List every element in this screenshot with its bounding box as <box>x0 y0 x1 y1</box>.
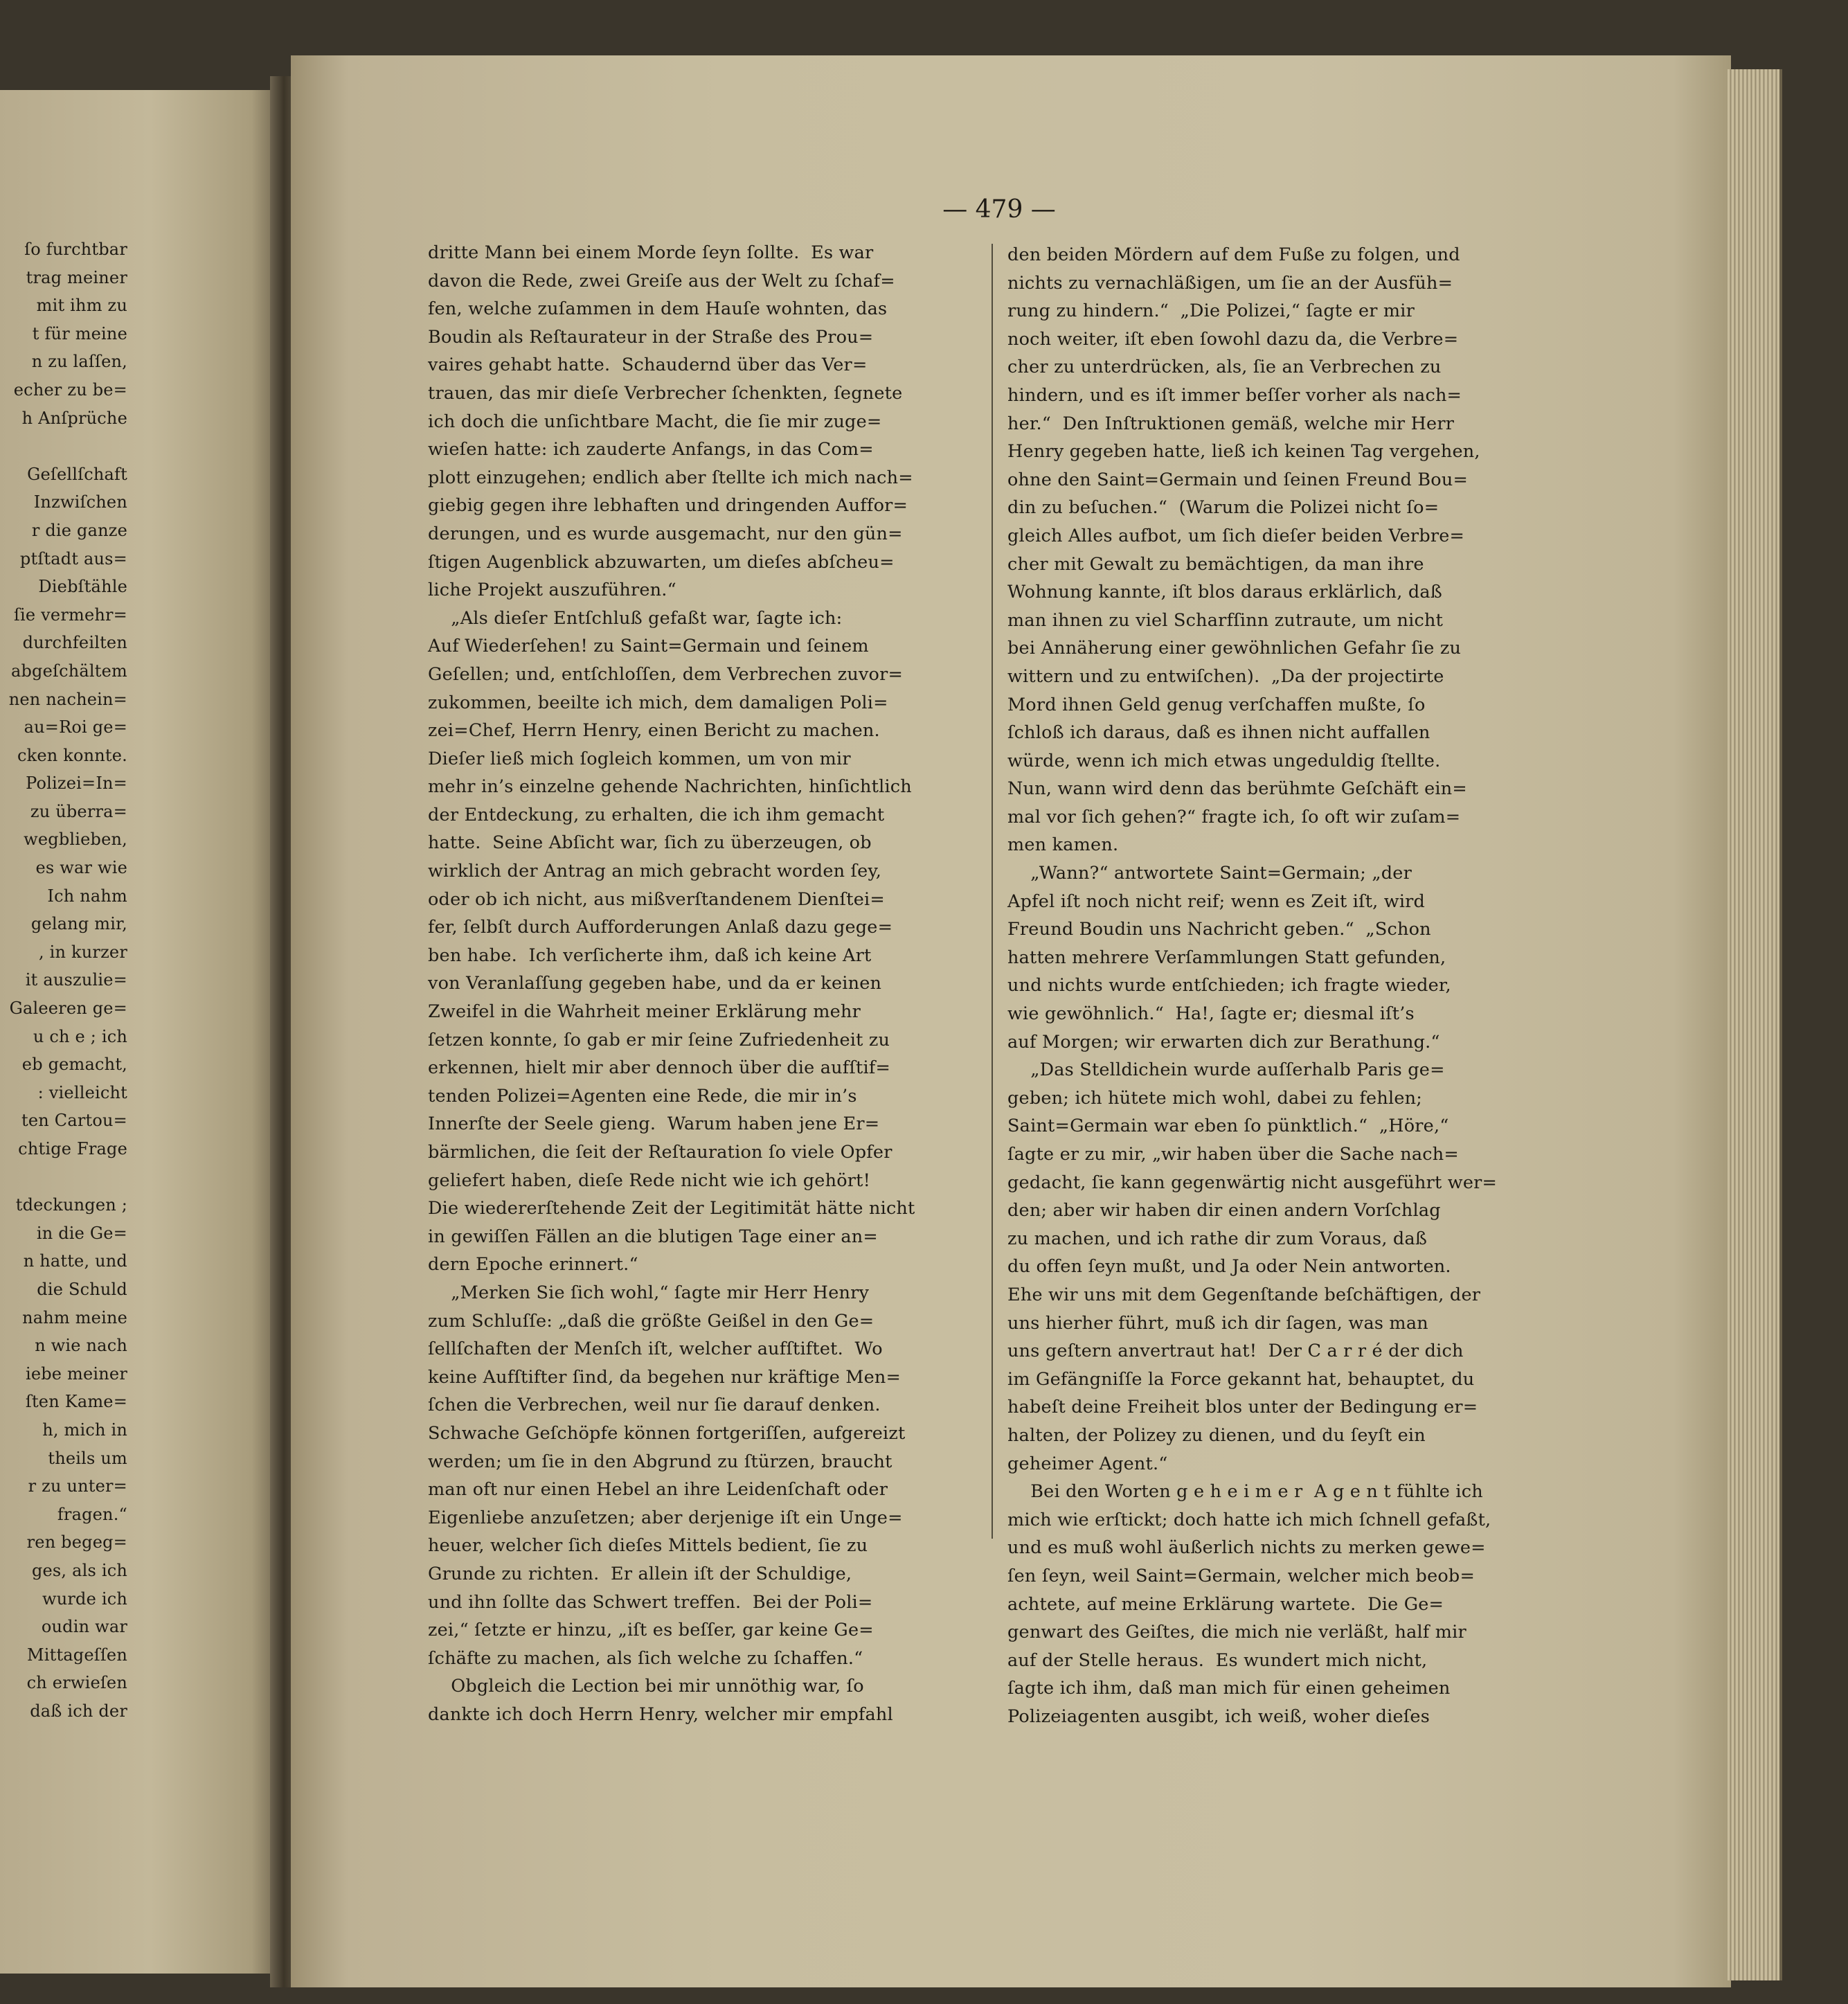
text-line: Mittageſſen <box>26 1645 127 1665</box>
text-line: her.“ Den Inſtruktionen gemäß, welche mir Herr <box>1007 413 1455 434</box>
column-divider <box>992 244 993 1539</box>
text-line: wieſen hatte: ich zauderte Anfangs, in das Com= <box>428 439 874 460</box>
text-line: tdeckungen ; <box>15 1195 127 1215</box>
text-line: Inzwiſchen <box>33 492 127 512</box>
text-line: Auf Wiederſehen! zu Saint=Germain und ſeinem <box>428 636 869 657</box>
text-line: Geſellen; und, entſchloſſen, dem Verbrechen zuvor= <box>428 663 904 685</box>
text-line: oudin war <box>41 1617 127 1637</box>
text-line: ſchen die Verbrechen, weil nur ſie darauf denken. <box>428 1395 881 1416</box>
text-line: abgeſchältem <box>10 661 127 681</box>
text-line: Grunde zu richten. Er allein iſt der Schuldige, <box>428 1563 852 1584</box>
text-line: ſagte ich ihm, daß man mich für einen geheimen <box>1007 1678 1451 1699</box>
text-line: ptſtadt aus= <box>19 548 127 569</box>
text-line: „Wann?“ antwortete Saint=Germain; „der <box>1007 863 1412 884</box>
text-line: hatte. Seine Abſicht war, ſich zu überzeugen, ob <box>428 832 872 854</box>
text-line: Galeeren ge= <box>9 999 127 1019</box>
page-number: — 479 — <box>942 195 1056 224</box>
text-line: dankte ich doch Herrn Henry, welcher mir empfahl <box>428 1703 893 1725</box>
text-line: ſchäfte zu machen, als ſich welche zu ſchaffen.“ <box>428 1647 863 1669</box>
text-line: vaires gehabt hatte. Schaudernd über das Ver= <box>428 355 868 376</box>
text-line: rung zu hindern.“ „Die Polizei,“ ſagte er mir <box>1007 301 1415 322</box>
text-line: „Das Stelldichein wurde auſſerhalb Paris ge= <box>1007 1059 1445 1081</box>
text-line: nen nachein= <box>8 689 127 709</box>
text-line: men kamen. <box>1007 834 1119 856</box>
text-line: ſellſchaften der Menſch iſt, welcher aufſtiftet. Wo <box>428 1339 883 1360</box>
text-line: heuer, welcher ſich dieſes Mittels bedient, ſie zu <box>428 1535 868 1557</box>
text-line: Innerſte der Seele gieng. Warum haben jene Er= <box>428 1113 880 1135</box>
text-line: in gewiſſen Fällen an die blutigen Tage einer an= <box>428 1226 878 1247</box>
text-line: ich doch die unſichtbare Macht, die ſie mir zuge= <box>428 411 882 432</box>
text-line: zum Schluſſe: „daß die größte Geißel in den Ge= <box>428 1310 874 1332</box>
text-line: zu überra= <box>30 801 127 821</box>
text-line: Schwache Geſchöpfe können fortgeriſſen, aufgereizt <box>428 1422 906 1444</box>
text-line: noch weiter, iſt eben ſowohl dazu da, die Verbre= <box>1007 328 1459 350</box>
text-line: Geſellſchaft <box>27 464 127 484</box>
text-line: Eigenliebe anzuſetzen; aber derjenige iſt ein Unge= <box>428 1507 903 1528</box>
text-line: ſie vermehr= <box>13 605 127 625</box>
text-line: ch erwieſen <box>26 1673 127 1693</box>
text-line: werden; um ſie in den Abgrund zu ſtürzen, braucht <box>428 1451 892 1472</box>
text-line: zei,“ ſetzte er hinzu, „iſt es beſſer, gar keine Ge= <box>428 1620 874 1641</box>
text-line: und es muß wohl äußerlich nichts zu merken gewe= <box>1007 1537 1486 1559</box>
text-line: zu machen, und ich rathe dir zum Voraus, daß <box>1007 1228 1428 1249</box>
text-line: wurde ich <box>42 1589 127 1609</box>
text-line: halten, der Polizey zu dienen, und du ſeyſt ein <box>1007 1424 1426 1446</box>
text-line: t für meine <box>32 323 127 343</box>
text-line: genwart des Geiſtes, die mich nie verläßt, half mir <box>1007 1622 1466 1643</box>
text-line: Diebſtähle <box>38 577 127 597</box>
text-line: ſen ſeyn, weil Saint=Germain, welcher mich beob= <box>1007 1565 1475 1586</box>
text-line: theils um <box>48 1448 127 1468</box>
text-line: n wie nach <box>35 1336 127 1356</box>
text-line: durchfeilten <box>22 633 127 653</box>
text-line: Apfel iſt noch nicht reif; wenn es Zeit iſt, wird <box>1007 891 1426 912</box>
text-line: ren begeg= <box>26 1532 127 1553</box>
text-line: achtete, auf meine Erklärung wartete. Die Ge= <box>1007 1593 1444 1615</box>
text-line: keine Aufſtifter ſind, da begehen nur kräftige Men= <box>428 1366 901 1388</box>
text-line: Polizeiagenten ausgibt, ich weiß, woher dieſes <box>1007 1706 1430 1727</box>
text-line: r zu unter= <box>28 1476 127 1496</box>
text-line: dritte Mann bei einem Morde ſeyn ſollte. Es war <box>428 242 874 263</box>
text-line: mit ihm zu <box>36 296 127 316</box>
text-line: Boudin als Reſtaurateur in der Straße des Prou= <box>428 326 874 348</box>
text-line: die Schuld <box>37 1279 127 1299</box>
text-line: ſagte er zu mir, „wir haben über die Sache nach= <box>1007 1144 1459 1165</box>
text-line: davon die Rede, zwei Greiſe aus der Welt zu ſchaf= <box>428 270 895 292</box>
text-line: fragen.“ <box>57 1504 127 1524</box>
text-line: derungen, und es wurde ausgemacht, nur den gün= <box>428 523 903 544</box>
text-line: ohne den Saint=Germain und ſeinen Freund Bou= <box>1007 469 1469 490</box>
text-line: von Veranlaſſung gegeben habe, und da er keinen <box>428 973 882 994</box>
text-line: Freund Boudin uns Nachricht geben.“ „Schon <box>1007 919 1431 940</box>
text-line: ten Cartou= <box>21 1111 127 1131</box>
text-line: Ehe wir uns mit dem Gegenſtande beſchäftigen, der <box>1007 1284 1481 1305</box>
text-line: der Entdeckung, zu erhalten, die ich ihm gemacht <box>428 804 885 825</box>
text-line: Bei den Worten g e h e i m e r A g e n t fühlte ich <box>1007 1481 1483 1503</box>
text-line: wittern und zu entwiſchen). „Da der projectirte <box>1007 665 1444 687</box>
text-line: eb gemacht, <box>21 1055 127 1075</box>
text-line: Zweifel in die Wahrheit meiner Erklärung mehr <box>428 1001 861 1023</box>
text-line: geben; ich hütete mich wohl, dabei zu fehlen; <box>1007 1087 1423 1109</box>
text-line: Ich nahm <box>47 886 127 906</box>
text-line: nahm meine <box>22 1307 127 1327</box>
text-line: im Gefängniſſe la Force gekannt hat, behauptet, du <box>1007 1368 1475 1390</box>
text-line: auf Morgen; wir erwarten dich zur Berathung.“ <box>1007 1031 1440 1053</box>
text-line: fer, ſelbſt durch Aufforderungen Anlaß dazu gege= <box>428 917 893 938</box>
text-line: bei Annäherung einer gewöhnlichen Gefahr ſie zu <box>1007 638 1462 659</box>
text-line: geliefert haben, dieſe Rede nicht wie ich gehört! <box>428 1170 871 1191</box>
text-line: auf der Stelle heraus. Es wundert mich nicht, <box>1007 1649 1428 1671</box>
text-line: wirklich der Antrag an mich gebracht worden ſey, <box>428 861 881 882</box>
text-line: uns hierher führt, muß ich dir ſagen, was man <box>1007 1312 1428 1334</box>
text-line: echer zu be= <box>13 379 127 400</box>
text-line: r die ganze <box>31 520 127 540</box>
text-line: uns geſtern anvertraut hat! Der C a r r é der dich <box>1007 1341 1464 1362</box>
text-line: man ihnen zu viel Scharfſinn zutraute, um nicht <box>1007 609 1444 631</box>
text-line: hatten mehrere Verſammlungen Statt gefunden, <box>1007 947 1446 968</box>
text-line: würde, wenn ich mich etwas ungeduldig ſtellte. <box>1007 750 1441 771</box>
text-line: chtige Frage <box>18 1139 127 1158</box>
text-line: gelang mir, <box>30 914 127 934</box>
text-line: den; aber wir haben dir einen andern Vorſchlag <box>1007 1200 1441 1222</box>
text-line: nichts zu vernachläßigen, um ſie an der Ausfüh= <box>1007 272 1453 294</box>
text-line: cken konnte. <box>17 745 127 765</box>
text-line: trag meiner <box>26 267 127 287</box>
text-line: mal vor ſich gehen?“ fragte ich, ſo oft wir zuſam= <box>1007 806 1461 827</box>
text-line: n zu laſſen, <box>31 352 127 372</box>
text-line: Henry gegeben hatte, ließ ich keinen Tag vergehen, <box>1007 441 1480 463</box>
text-line: trauen, das mir dieſe Verbrecher ſchenkten, ſegnete <box>428 382 903 404</box>
text-line: liche Projekt auszuführen.“ <box>428 580 676 601</box>
text-line: „Merken Sie ſich wohl,“ ſagte mir Herr Henry <box>428 1282 870 1303</box>
text-line: u ch e ; ich <box>33 1026 127 1046</box>
text-line: cher zu unterdrücken, als, ſie an Verbrechen zu <box>1007 357 1442 378</box>
text-line: erkennen, hielt mir aber dennoch über die aufſtif= <box>428 1057 891 1079</box>
text-line: wegblieben, <box>24 830 127 850</box>
text-line: du offen ſeyn mußt, und Ja oder Nein antworten. <box>1007 1256 1451 1278</box>
text-line: Saint=Germain war eben ſo pünktlich.“ „Höre,“ <box>1007 1116 1449 1137</box>
text-line: zei=Chef, Herrn Henry, einen Bericht zu machen. <box>428 720 880 742</box>
text-line: ſtigen Augenblick abzuwarten, um dieſes abſcheu= <box>428 551 895 573</box>
text-line: man oft nur einen Hebel an ihre Leidenſchaft oder <box>428 1479 888 1501</box>
text-line: ben habe. Ich verſicherte ihm, daß ich keine Art <box>428 945 872 966</box>
text-line: Die wiedererſtehende Zeit der Legitimität hätte nicht <box>428 1198 915 1219</box>
text-line: oder ob ich nicht, aus mißverſtandenem Dienſtei= <box>428 888 885 910</box>
text-line: gedacht, ſie kann gegenwärtig nicht ausgeführt wer= <box>1007 1172 1498 1193</box>
text-line: din zu beſuchen.“ (Warum die Polizei nicht ſo= <box>1007 497 1439 519</box>
text-line: : vielleicht <box>37 1082 127 1102</box>
text-line: den beiden Mördern auf dem Fuße zu folgen, und <box>1007 244 1460 265</box>
text-line: Mord ihnen Geld genug verſchaffen mußte, ſo <box>1007 694 1426 715</box>
text-line: geheimer Agent.“ <box>1007 1453 1168 1474</box>
text-line: zukommen, beeilte ich mich, dem damaligen Poli= <box>428 692 888 713</box>
text-line: dern Epoche erinnert.“ <box>428 1254 638 1276</box>
page-edges <box>1728 69 1782 1980</box>
text-line: mehr in’s einzelne gehende Nachrichten, hinſichtlich <box>428 776 912 798</box>
left-page-text-fragment <box>6 235 127 1725</box>
text-line: wie gewöhnlich.“ Ha!, ſagte er; diesmal iſt’s <box>1007 1003 1415 1025</box>
text-line: Nun, wann wird denn das berühmte Geſchäft ein= <box>1007 778 1467 800</box>
text-line: ſo furchtbar <box>24 240 127 259</box>
text-line <box>6 432 127 460</box>
text-line: „Als dieſer Entſchluß gefaßt war, ſagte ich: <box>428 607 843 629</box>
text-line: it auszulie= <box>25 970 127 990</box>
text-line: habeſt deine Freiheit blos unter der Bedingung er= <box>1007 1397 1478 1418</box>
middle-text-column <box>428 239 982 1728</box>
text-line <box>6 1163 127 1192</box>
text-line: und ihn ſollte das Schwert treffen. Bei der Poli= <box>428 1591 873 1613</box>
text-line: giebig gegen ihre lebhaften und dringenden Auffor= <box>428 495 908 517</box>
text-line: h Anſprüche <box>21 408 127 428</box>
text-line: ſchloß ich daraus, daß es ihnen nicht auffallen <box>1007 722 1430 744</box>
text-line: bärmlichen, die ſeit der Reſtauration ſo viele Opfer <box>428 1142 892 1163</box>
text-line: in die Ge= <box>36 1223 127 1243</box>
text-line: gleich Alles aufbot, um ſich dieſer beiden Verbre= <box>1007 525 1465 546</box>
text-line: es war wie <box>35 858 127 878</box>
text-line: tenden Polizei=Agenten eine Rede, die mir in’s <box>428 1085 857 1107</box>
text-line: iebe meiner <box>25 1363 127 1384</box>
text-line: plott einzugehen; endlich aber ſtellte ich mich nach= <box>428 467 913 488</box>
text-line: daß ich der <box>30 1701 127 1721</box>
text-line: , in kurzer <box>38 942 127 962</box>
text-line: Wohnung kannte, iſt blos daraus erklärlich, daß <box>1007 582 1442 603</box>
text-line: ſetzen konnte, ſo gab er mir ſeine Zufriedenheit zu <box>428 1029 890 1050</box>
right-text-column <box>1007 241 1561 1730</box>
text-line: au=Roi ge= <box>24 717 127 737</box>
text-line: Obgleich die Lection bei mir unnöthig war, ſo <box>428 1676 864 1697</box>
text-line: hindern, und es iſt immer beſſer vorher als nach= <box>1007 384 1462 406</box>
text-line: ſten Kame= <box>25 1392 127 1412</box>
text-line: h, mich in <box>42 1420 127 1440</box>
text-line: Polizei=In= <box>26 773 127 794</box>
text-line: mich wie erſtickt; doch hatte ich mich ſchnell gefaßt, <box>1007 1509 1491 1530</box>
text-line: fen, welche zuſammen in dem Hauſe wohnten, das <box>428 298 888 320</box>
text-line: und nichts wurde entſchieden; ich fragte wieder, <box>1007 975 1451 996</box>
text-line: Dieſer ließ mich ſogleich kommen, um von mir <box>428 748 851 769</box>
text-line: cher mit Gewalt zu bemächtigen, da man ihre <box>1007 553 1424 575</box>
text-line: n hatte, und <box>23 1251 127 1271</box>
text-line: ges, als ich <box>31 1560 127 1580</box>
